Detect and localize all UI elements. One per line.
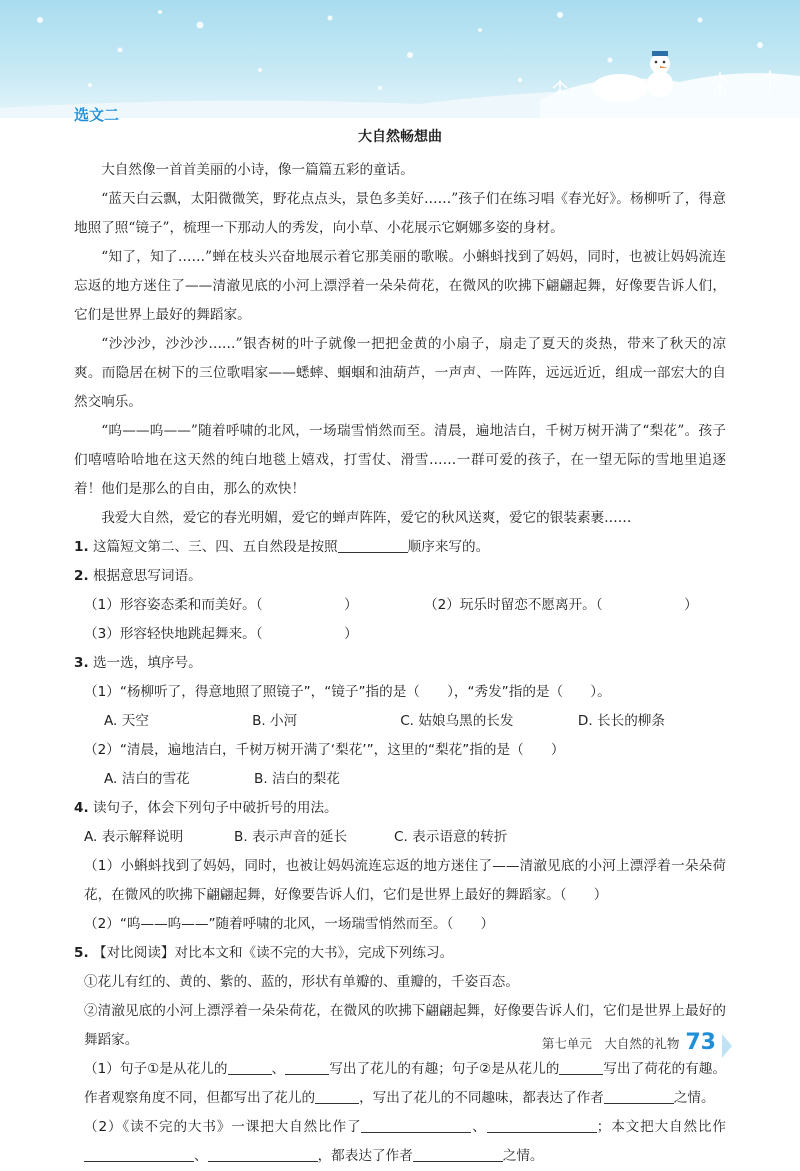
paragraph-2: “蓝天白云飘，太阳微微笑，野花点点头，景色多美好……”孩子们在练习唱《春光好》。杨柳听了，得意地照了照“镜子”，梳理一下那动人的秀发，向小草、小花展示它婀娜多姿的身材。: [74, 191, 726, 236]
question-3: [74, 649, 726, 678]
question-1-text-end: 顺序来写的。: [407, 539, 490, 555]
q5-s1-text-c: 写出了花儿的有趣；句子②是从花儿的: [329, 1061, 560, 1077]
q5-s2-blank-2[interactable]: [487, 1114, 597, 1133]
q5-s1-blank-5[interactable]: [604, 1085, 674, 1104]
q5-s2-blank-3[interactable]: [84, 1143, 194, 1162]
question-5-sub-1: [84, 1055, 726, 1113]
question-4-number: 4.: [74, 800, 89, 816]
article-title: 大自然畅想曲: [358, 129, 442, 145]
paragraph-1: 大自然像一首首美丽的小诗，像一篇篇五彩的童话。: [101, 162, 414, 178]
question-5-number: 5.: [74, 945, 89, 961]
question-4-options: [84, 823, 726, 852]
question-3-sub-2-options: [104, 765, 726, 794]
question-4: [74, 794, 726, 823]
page-footer: [542, 1030, 726, 1055]
q5-s2-text-e: ，都表达了作者: [317, 1148, 413, 1164]
reference-sentence-1: ①花儿有红的、黄的、紫的、蓝的，形状有单瓣的、重瓣的，千姿百态。: [84, 974, 519, 990]
question-5-text: 【对比阅读】对比本文和《读不完的大书》，完成下列练习。: [92, 945, 454, 961]
q5-s1-text-d: 写出了荷花的有趣。作者观察角度不同，但都写出了花儿的: [84, 1061, 727, 1106]
q5-s1-text-b: 、: [271, 1061, 286, 1077]
q5-s1-blank-4[interactable]: [315, 1085, 359, 1104]
question-1-blank[interactable]: [338, 534, 408, 553]
paragraph-5: “呜——呜——”随着呼啸的北风，一场瑞雪悄然而至。清晨，遍地洁白，千树万树开满了“梨花”。孩子们嘻嘻哈哈地在这天然的纯白地毯上嬉戏，打雪仗、滑雪……一群可爱的孩子，在一望无际的雪地里追逐着！他们是那么的自由，那么的欢快！: [74, 423, 726, 497]
question-3-text: 选一选，填序号。: [92, 655, 202, 671]
question-3-sub-1-options: [104, 707, 726, 736]
option-a: A. 洁白的雪花: [104, 771, 190, 787]
q5-s1-text-a: （1）句子①是从花儿的: [84, 1061, 228, 1077]
q5-s1-text-e: ，写出了花儿的不同趣味，都表达了作者: [359, 1090, 604, 1106]
q5-s1-blank-3[interactable]: [559, 1056, 603, 1075]
q5-s2-text-f: 之情。: [502, 1148, 544, 1164]
winter-banner: [0, 0, 800, 118]
option-c: C. 姑娘乌黑的长发: [400, 713, 514, 729]
q5-s2-text-d: 、: [194, 1148, 208, 1164]
question-1-text: 这篇短文第二、三、四、五自然段是按照: [92, 539, 338, 555]
page-number: 73: [685, 1030, 726, 1055]
question-2-number: 2.: [74, 568, 89, 584]
q5-s2-blank-4[interactable]: [208, 1143, 318, 1162]
question-1: [74, 533, 726, 562]
question-2-text: 根据意思写词语。: [92, 568, 202, 584]
question-4-sub-1[interactable]: （1）小蝌蚪找到了妈妈，同时，也被让妈妈流连忘返的地方迷住了——清澈见底的小河上漂浮着一朵朵荷花，在微风的吹拂下翩翩起舞，好像要告诉人们，它们是世界上最好的舞蹈家。（ ）: [84, 858, 726, 903]
question-4-sub-2[interactable]: （2）“呜——呜——”随着呼啸的北风，一场瑞雪悄然而至。（ ）: [84, 916, 495, 932]
paragraph-4: “沙沙沙，沙沙沙……”银杏树的叶子就像一把把金黄的小扇子，扇走了夏天的炎热，带来了秋天的凉爽。而隐居在树下的三位歌唱家——蟋蟀、蝈蝈和油葫芦，一声声、一阵阵，远远近近，组成一部宏大的自然交响乐。: [74, 336, 726, 410]
question-4-text: 读句子，体会下列句子中破折号的用法。: [92, 800, 338, 816]
option-d: D. 长长的柳条: [577, 713, 665, 729]
question-5: [74, 939, 726, 968]
q5-s2-text-a: （2）《读不完的大书》一课把大自然比作了: [84, 1119, 362, 1135]
reference-sentence-2: ②清澈见底的小河上漂浮着一朵朵荷花，在微风的吹拂下翩翩起舞，好像要告诉人们，它们是世界上最好的舞蹈家。: [84, 1003, 726, 1048]
q5-s2-text-b: 、: [471, 1119, 487, 1135]
paragraph-3: “知了，知了……”蝉在枝头兴奋地展示着它那美丽的歌喉。小蝌蚪找到了妈妈，同时，也被让妈妈流连忘返的地方迷住了——清澈见底的小河上漂浮着一朵朵荷花，在微风的吹拂下翩翩起舞，好像要告诉人们，它们是世界上最好的舞蹈家。: [74, 249, 726, 323]
snow-scene-icon: [0, 0, 800, 118]
question-1-number: 1.: [74, 539, 89, 555]
paragraph-6: 我爱大自然，爱它的春光明媚，爱它的蝉声阵阵，爱它的秋风送爽，爱它的银装素裹……: [101, 510, 632, 526]
unit-title: 第七单元 大自然的礼物: [541, 1035, 680, 1051]
option-a: A. 表示解释说明: [84, 829, 184, 845]
q5-s1-blank-1[interactable]: [228, 1056, 272, 1075]
question-3-sub-1[interactable]: （1）“杨柳听了，得意地照了照镜子”，“镜子”指的是（ ），“秀发”指的是（ ）。: [84, 684, 611, 700]
q5-s2-text-c: ；本文把大自然比作: [596, 1119, 727, 1135]
section-label: 选文二: [74, 106, 120, 124]
option-b: B. 表示声音的延长: [234, 829, 348, 845]
option-b: B. 小河: [252, 713, 298, 729]
question-3-number: 3.: [74, 655, 89, 671]
q5-s2-blank-1[interactable]: [361, 1114, 471, 1133]
question-2: [74, 562, 726, 591]
question-5-sub-2: [84, 1113, 726, 1171]
question-2-item-3[interactable]: （3）形容轻快地跳起舞来。（ ）: [84, 626, 358, 642]
option-a: A. 天空: [104, 713, 149, 729]
option-c: C. 表示语意的转折: [394, 829, 508, 845]
q5-s1-text-f: 之情。: [673, 1090, 715, 1106]
q5-s2-blank-5[interactable]: [413, 1143, 503, 1162]
question-3-sub-2[interactable]: （2）“清晨，遍地洁白，千树万树开满了‘梨花’”，这里的“梨花”指的是（ ）: [84, 742, 565, 758]
question-2-item-1[interactable]: （1）形容姿态柔和而美好。（ ）: [84, 597, 358, 613]
option-b: B. 洁白的梨花: [254, 771, 340, 787]
q5-s1-blank-2[interactable]: [285, 1056, 329, 1075]
question-2-item-2[interactable]: （2）玩乐时留恋不愿离开。（ ）: [424, 597, 698, 613]
content: [74, 126, 726, 1171]
